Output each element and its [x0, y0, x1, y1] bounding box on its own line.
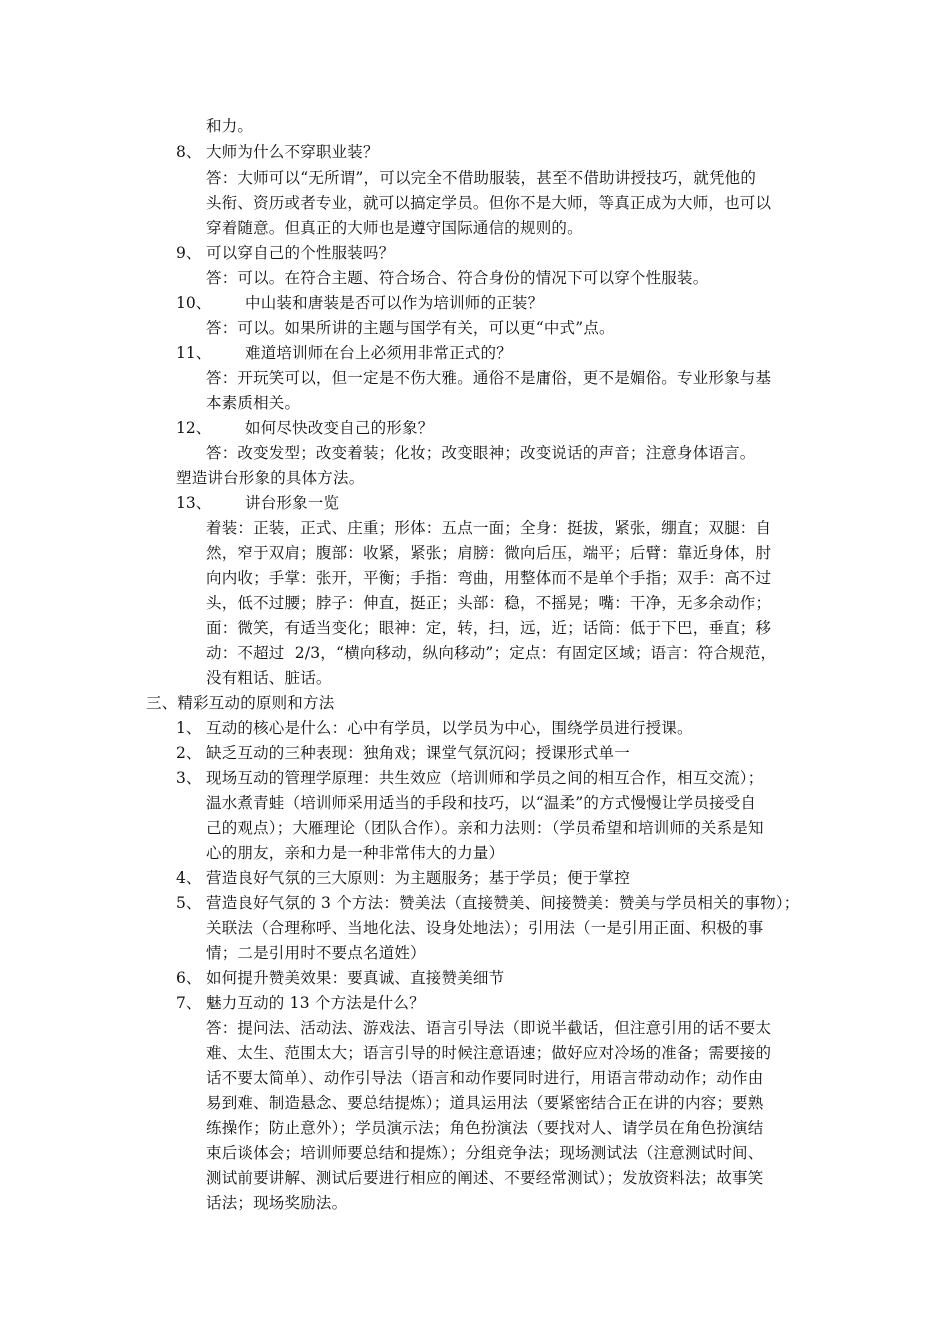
- answer-line: 话法；现场奖励法。: [206, 1194, 348, 1212]
- answer-line: 穿着随意。但真正的大师也是遵守国际通信的规则的。: [206, 219, 583, 237]
- item-line: 如何提升赞美效果：要真诚、直接赞美细节: [206, 969, 505, 987]
- item-number: 12、: [176, 419, 212, 437]
- item-number: 1、: [176, 719, 202, 737]
- item-number: 3、: [176, 769, 202, 787]
- answer-line: 本素质相关。: [206, 394, 301, 412]
- question-heading: 讲台形象一览: [245, 494, 340, 512]
- item-number: 5、: [176, 894, 202, 912]
- question-heading: 难道培训师在台上必须用非常正式的？: [245, 344, 512, 362]
- item-line: 温水煮青蛙（培训师采用适当的手段和技巧，以“温柔”的方式慢慢让学员接受自: [206, 794, 757, 812]
- question-heading: 大师为什么不穿职业装？: [206, 143, 379, 161]
- item-number: 8、: [176, 143, 202, 161]
- answer-line: 面：微笑，有适当变化；眼神：定，转，扫，远，近；话筒：低于下巴，垂直；移: [206, 619, 772, 637]
- item-line: 关联法（合理称呼、当地化法、设身处地法）；引用法（一是引用正面、积极的事: [206, 919, 764, 937]
- answer-line: 练操作；防止意外）；学员演示法；角色扮演法（要找对人、请学员在角色扮演结: [206, 1119, 764, 1137]
- item-number: 13、: [176, 494, 212, 512]
- question-heading: 可以穿自己的个性服装吗？: [206, 244, 395, 262]
- item-number: 11、: [176, 344, 212, 362]
- answer-line: 话不要太简单）、动作引导法（语言和动作要同时进行，用语言带动动作；动作由: [206, 1069, 764, 1087]
- section-heading: 三、精彩互动的原则和方法: [146, 694, 335, 712]
- item-line: 心的朋友，亲和力是一种非常伟大的力量）: [206, 844, 505, 862]
- answer-line: 答：可以。如果所讲的主题与国学有关，可以更“中式”点。: [206, 319, 615, 337]
- answer-line: 头，低不过腰；脖子：伸直，挺正；头部：稳，不摇晃；嘴：干净，无多余动作；: [206, 594, 772, 612]
- answer-line: 答：改变发型；改变着装；化妆；改变眼神；改变说话的声音；注意身体语言。: [206, 444, 756, 462]
- answer-line: 束后谈体会；培训师要总结和提炼）；分组竞争法；现场测试法（注意测试时间、: [206, 1144, 764, 1162]
- answer-line: 然，窄于双肩；腹部：收紧，紧张；肩膀：微向后压，端平；后臂：靠近身体，肘: [206, 544, 772, 562]
- continuation-text: 和力。: [206, 117, 254, 135]
- item-number: 2、: [176, 744, 202, 762]
- answer-line: 答：大师可以“无所谓”，可以完全不借助服装，甚至不借助讲授技巧，就凭他的: [206, 169, 757, 187]
- item-number: 4、: [176, 869, 202, 887]
- question-heading: 中山装和唐装是否可以作为培训师的正装？: [245, 294, 544, 312]
- answer-line: 动：不超过 2/3，“横向移动，纵向移动”；定点：有固定区域；语言：符合规范，: [206, 644, 777, 662]
- item-line: 营造良好气氛的三大原则：为主题服务；基于学员；便于掌控: [206, 869, 630, 887]
- item-line: 现场互动的管理学原理：共生效应（培训师和学员之间的相互合作，相互交流）；: [206, 769, 764, 787]
- item-number: 6、: [176, 969, 202, 987]
- answer-line: 测试前要讲解、测试后要进行相应的阐述、不要经常测试）；发放资料法；故事笑: [206, 1169, 764, 1187]
- answer-line: 向内收；手掌：张开，平衡；手指：弯曲，用整体而不是单个手指；双手：高不过: [206, 569, 772, 587]
- item-line: 魅力互动的 13 个方法是什么？: [206, 994, 425, 1012]
- answer-line: 答：可以。在符合主题、符合场合、符合身份的情况下可以穿个性服装。: [206, 269, 709, 287]
- item-line: 互动的核心是什么：心中有学员，以学员为中心，围绕学员进行授课。: [206, 719, 693, 737]
- answer-line: 易到难、制造悬念、要总结提炼）；道具运用法（要紧密结合正在讲的内容；要熟: [206, 1094, 764, 1112]
- answer-line: 答：提问法、活动法、游戏法、语言引导法（即说半截话，但注意引用的话不要太: [206, 1019, 772, 1037]
- answer-line: 着装：正装，正式、庄重；形体：五点一面；全身：挺拔，紧张，绷直；双腿：自: [206, 519, 772, 537]
- answer-line: 难、太生、范围太大；语言引导的时候注意语速；做好应对冷场的准备；需要接的: [206, 1044, 772, 1062]
- item-line: 缺乏互动的三种表现：独角戏；课堂气氛沉闷；授课形式单一: [206, 744, 630, 762]
- item-number: 10、: [176, 294, 212, 312]
- note-text: 塑造讲台形象的具体方法。: [176, 469, 365, 487]
- item-number: 7、: [176, 994, 202, 1012]
- item-number: 9、: [176, 244, 202, 262]
- answer-line: 答：开玩笑可以，但一定是不伤大雅。通俗不是庸俗，更不是媚俗。专业形象与基: [206, 369, 772, 387]
- item-line: 营造良好气氛的 3 个方法：赞美法（直接赞美、间接赞美：赞美与学员相关的事物）；: [206, 894, 800, 912]
- answer-line: 头衔、资历或者专业，就可以搞定学员。但你不是大师，等真正成为大师，也可以: [206, 194, 772, 212]
- item-line: 情；二是引用时不要点名道姓）: [206, 944, 426, 962]
- item-line: 己的观点）；大雁理论（团队合作）。亲和力法则：（学员希望和培训师的关系是知: [206, 819, 764, 837]
- answer-line: 没有粗话、脏话。: [206, 669, 332, 687]
- question-heading: 如何尽快改变自己的形象？: [245, 419, 434, 437]
